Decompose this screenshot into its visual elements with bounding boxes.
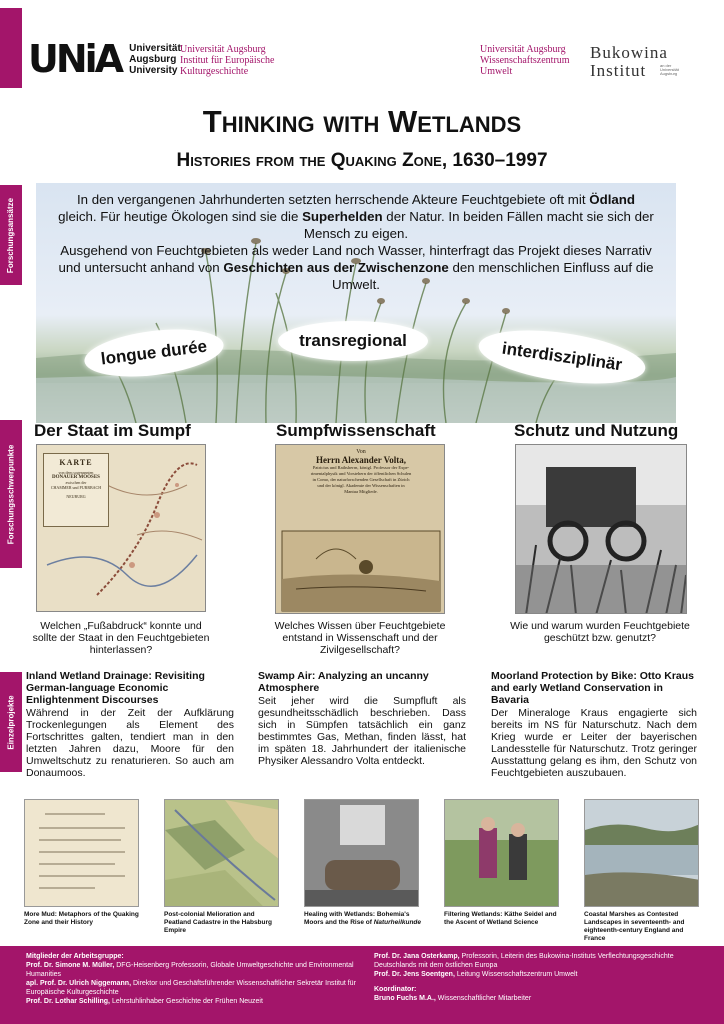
member-schilling: Prof. Dr. Lothar Schilling, Lehrstuhlinhaber Geschichte der Frühen Neuzeit — [26, 998, 263, 1005]
donaumoos-map-image — [36, 444, 206, 612]
project-body-drainage: Während in der Zeit der Aufklärung Trockenlegungen als Element des Fortschrittes galten, tendiert man in den letzten Jahren dazu, Moore für den Umweltschutz zu renaturieren. So auch am Donaumoos. — [26, 707, 234, 779]
bath-room-shapes — [305, 800, 419, 907]
focus-heading-sumpfwissenschaft: Sumpfwissenschaft — [276, 421, 436, 440]
project-body-swamp-air: Seit jeher wird die Sumpfluft als gesundheitsschädlich beschrieben. Dass sich in Sümpfen tatsächlich ein ganz bestimmtes Gas, Methan, finden lässt, hat im späten 18. Jahrhundert der italienische Physiker Alessandro Volta entdeckt. — [258, 695, 466, 767]
thumb-caption-filtering: Filtering Wetlands: Käthe Seidel and the Ascent of Wetland Science — [444, 911, 557, 926]
thumb-seidel-photo — [444, 799, 559, 907]
hero-wetland-image — [36, 183, 676, 423]
kraus-bike-photo — [515, 444, 687, 614]
member-mueller: Prof. Dr. Simone M. Müller, DFG-Heisenberg Professorin, Globale Umweltgeschichte und Environmental Humanities — [26, 962, 354, 978]
cadastre-shapes — [165, 800, 279, 907]
approach-interdisziplinaer: interdisziplinär — [475, 322, 648, 393]
footer-left-column — [26, 952, 356, 1006]
side-tab-forschungsschwerpunkte: Forschungsschwerpunkte — [0, 420, 22, 568]
project-title-swamp-air: Swamp Air: Analyzing an uncanny Atmosphere — [258, 670, 429, 694]
map-cartouche: KARTE von dem sogenannten DONAUER MOOSES zwischen der CHAMMER und PURRBACH NEUBURG — [43, 453, 109, 527]
uni-mark-logo: UNiA — [28, 37, 122, 81]
poster-subtitle: Histories from the Quaking Zone, 1630–1997 — [176, 150, 548, 171]
poster-title: Thinking with Wetlands — [202, 104, 522, 139]
volta-title-text: Von Herrn Alexander Volta, Patricius und Rathsherrn, königl. Professor der Expe- rimentalphysik und Vorstehern der öffentlichen Schulen in Como, der naturforschenden Gesellschaft in Zürich und der königl. Akademie der Wissenschaften in Mantua Mitgliede. — [310, 449, 412, 494]
institute-logo-kulturgeschichte: Universität Augsburg Institut für Europäische Kulturgeschichte — [180, 44, 275, 77]
thumb-cadastre-map — [164, 799, 279, 907]
focus-caption-staat: Welchen „Fußabdruck“ konnte und sollte der Staat in den Feuchtgebieten hinterlassen? — [32, 620, 210, 656]
side-tab-einzelprojekte: Einzelprojekte — [0, 672, 22, 772]
thumb-caption-more-mud: More Mud: Metaphors of the Quaking Zone and their History — [24, 911, 139, 926]
member-osterkamp: Prof. Dr. Jana Osterkamp, Professorin, Leiterin des Bukowina-Instituts Verflechtungsgeschichte Deutschlands mit dem östlichen Europa — [374, 953, 674, 969]
engraving-illustration — [276, 529, 445, 614]
focus-caption-sumpfwissenschaft: Welches Wissen über Feuchtgebiete entstand in Wissenschaft und der Zivilgesellschaft? — [274, 620, 446, 656]
bukowina-institut-logo: Bukowina Institut — [590, 43, 668, 80]
volta-publication-image — [275, 444, 445, 614]
approach-longue-duree: longue durée — [82, 323, 226, 384]
photo-illustration — [516, 445, 687, 614]
footer-members — [0, 946, 724, 1024]
project-body-moorland: Der Mineraloge Kraus engagierte sich bereits im NS für Naturschutz. Nach dem Krieg wurde er Leiter der bayerischen Landesstelle für Naturschutz. Trotz geringer Ausstattung gelang es ihm, den Schutz von Feuchtgebieten auszubauen. — [491, 707, 697, 779]
project-title-drainage: Inland Wetland Drainage: Revisiting German-language Economic Enlightenment Discourses — [26, 670, 205, 706]
thumb-caption-coastal: Coastal Marshes as Contested Landscapes in seventeenth- and eighteenth-century England and France — [584, 911, 685, 942]
focus-heading-staat: Der Staat im Sumpf — [34, 421, 191, 440]
side-tab-forschungsansaetze: Forschungsansätze — [0, 185, 22, 285]
coordinator-fuchs: Bruno Fuchs M.A., Wissenschaftlicher Mitarbeiter — [374, 995, 532, 1002]
approach-transregional: transregional — [278, 321, 428, 361]
thumb-manuscript — [24, 799, 139, 907]
footer-heading: Mitglieder der Arbeitsgruppe: — [26, 953, 124, 960]
focus-caption-schutz: Wie und warum wurden Feuchtgebiete geschützt bzw. genutzt? — [510, 620, 690, 644]
intro-text: In den vergangenen Jahrhunderten setzten herrschende Akteure Feuchtgebiete oft mit Ödland gleich. Für heutige Ökologen sind sie die Superhelden der Natur. In beiden Fällen macht sie sich der Mensch zu eigen. Ausgehend von Feuchtgebieten als weder Land noch Wasser, hinterfragt das Projekt dieses Narrativ und untersucht anhand von Geschichten aus der Zwischenzone den menschlichen Einfluss auf die Umwelt. — [58, 192, 654, 292]
member-soentgen: Prof. Dr. Jens Soentgen, Leitung Wissenschaftszentrum Umwelt — [374, 971, 578, 978]
thumb-bath-room — [304, 799, 419, 907]
seidel-photo-shapes — [445, 800, 559, 907]
footer-right-column — [374, 952, 704, 1003]
uni-name: Universität Augsburg University — [129, 42, 181, 76]
focus-heading-schutz: Schutz und Nutzung — [514, 421, 679, 440]
uni-augsburg-logo — [28, 37, 181, 81]
manuscript-lines — [25, 800, 139, 907]
coastal-marsh-shapes — [585, 800, 699, 907]
project-title-moorland: Moorland Protection by Bike: Otto Kraus and early Wetland Conservation in Bavaria — [491, 670, 695, 706]
member-niggemann: apl. Prof. Dr. Ulrich Niggemann, Direktor und Geschäftsführender Wissenschaftlicher Sekretär Institut für Europäische Kulturgeschichte — [26, 980, 356, 996]
institute-logo-umwelt: Universität Augsburg Wissenschaftszentrum Umwelt — [480, 44, 570, 77]
thumb-caption-healing: Healing with Wetlands: Bohemia's Moors and the Rise of Naturheilkunde — [304, 911, 422, 926]
thumb-coastal-marsh — [584, 799, 699, 907]
thumb-caption-cadastre: Post-colonial Melioration and Peatland Cadastre in the Habsburg Empire — [164, 911, 272, 934]
header — [0, 0, 724, 92]
bukowina-subtitle: an der Universität Augsburg — [660, 63, 679, 76]
coordinator-heading: Koordinator: — [374, 986, 417, 993]
